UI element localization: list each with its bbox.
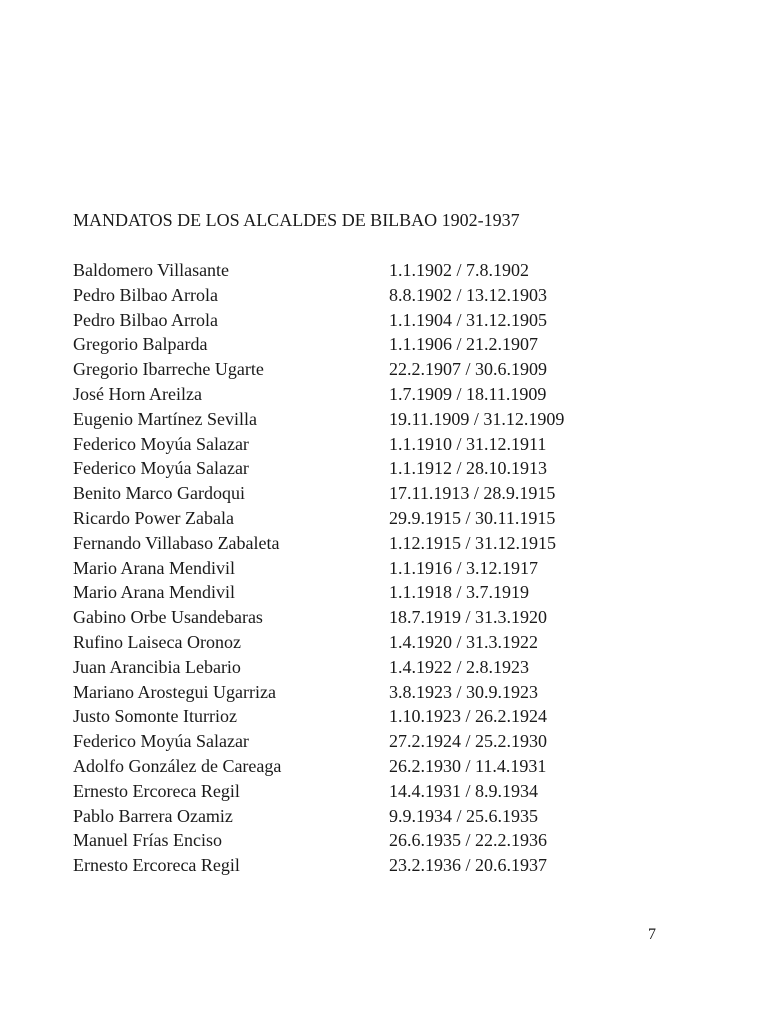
mandate-period: 1.1.1910 / 31.12.1911 [389, 433, 547, 454]
mandates-list [73, 258, 633, 878]
mayor-name: Gregorio Balparda [73, 334, 208, 355]
mandate-period: 18.7.1919 / 31.3.1920 [389, 607, 548, 628]
mayor-name: Adolfo González de Careaga [73, 755, 282, 776]
mandate-period: 1.1.1904 / 31.12.1905 [389, 309, 548, 330]
mandate-period: 26.2.1930 / 11.4.1931 [389, 755, 547, 776]
mandate-row [73, 407, 633, 432]
mandate-period: 1.10.1923 / 26.2.1924 [389, 706, 548, 727]
mandate-period: 23.2.1936 / 20.6.1937 [389, 855, 548, 876]
mandate-period: 14.4.1931 / 8.9.1934 [389, 780, 539, 801]
mandate-row [73, 332, 633, 357]
mandate-row [73, 531, 633, 556]
mayor-name: Pedro Bilbao Arrola [73, 309, 218, 330]
mandate-period: 1.1.1912 / 28.10.1913 [389, 458, 548, 479]
mandate-row [73, 704, 633, 729]
mayor-name: Federico Moyúa Salazar [73, 458, 249, 479]
mandate-period: 29.9.1915 / 30.11.1915 [389, 507, 556, 528]
mandate-period: 9.9.1934 / 25.6.1935 [389, 805, 539, 826]
mayor-name: Federico Moyúa Salazar [73, 731, 249, 752]
mayor-name: Federico Moyúa Salazar [73, 433, 249, 454]
mandate-period: 1.1.1902 / 7.8.1902 [389, 260, 530, 280]
mandate-row [73, 605, 633, 630]
mayor-name: Baldomero Villasante [73, 260, 230, 280]
mandate-row [73, 506, 633, 531]
mandate-row [73, 580, 633, 605]
mandate-period: 19.11.1909 / 31.12.1909 [389, 408, 565, 429]
mandate-row [73, 456, 633, 481]
mandate-row [73, 754, 633, 779]
mandate-row [73, 655, 633, 680]
mandate-period: 1.12.1915 / 31.12.1915 [389, 532, 557, 553]
mandate-row [73, 432, 633, 457]
mandate-row [73, 828, 633, 853]
mandate-period: 1.1.1918 / 3.7.1919 [389, 582, 530, 603]
mandate-period: 1.1.1916 / 3.12.1917 [389, 557, 539, 578]
mandate-period: 8.8.1902 / 13.12.1903 [389, 284, 548, 305]
mandate-period: 1.1.1906 / 21.2.1907 [389, 334, 539, 355]
mandate-row [73, 779, 633, 804]
mandate-row [73, 729, 633, 754]
mayor-name: Eugenio Martínez Sevilla [73, 408, 257, 429]
mandate-row [73, 258, 633, 283]
mandate-row [73, 680, 633, 705]
mandate-row [73, 357, 633, 382]
mandate-row [73, 308, 633, 333]
mayor-name: Mario Arana Mendivil [73, 557, 235, 578]
mayor-name: Ricardo Power Zabala [73, 507, 234, 528]
page-number: 7 [648, 926, 656, 943]
mayor-name: Fernando Villabaso Zabaleta [73, 532, 280, 553]
mandate-period: 17.11.1913 / 28.9.1915 [389, 483, 556, 504]
mayor-name: Ernesto Ercoreca Regil [73, 855, 240, 876]
mayor-name: Gregorio Ibarreche Ugarte [73, 359, 264, 380]
mandate-row [73, 853, 633, 878]
mandate-row [73, 382, 633, 407]
mandate-period: 27.2.1924 / 25.2.1930 [389, 731, 548, 752]
mayor-name: Manuel Frías Enciso [73, 830, 222, 851]
mandate-row [73, 283, 633, 308]
mandate-row [73, 481, 633, 506]
mandate-period: 1.4.1922 / 2.8.1923 [389, 656, 530, 677]
mandate-period: 26.6.1935 / 22.2.1936 [389, 830, 548, 851]
mayor-name: Justo Somonte Iturrioz [73, 706, 237, 727]
mayor-name: Rufino Laiseca Oronoz [73, 631, 241, 652]
mayor-name: Pedro Bilbao Arrola [73, 284, 218, 305]
mandate-row [73, 804, 633, 829]
mayor-name: Pablo Barrera Ozamiz [73, 805, 233, 826]
mandate-period: 1.4.1920 / 31.3.1922 [389, 631, 539, 652]
mayor-name: Gabino Orbe Usandebaras [73, 607, 263, 628]
mandate-period: 1.7.1909 / 18.11.1909 [389, 383, 547, 404]
mandate-period: 22.2.1907 / 30.6.1909 [389, 359, 548, 380]
mayor-name: Ernesto Ercoreca Regil [73, 780, 240, 801]
page-title: MANDATOS DE LOS ALCALDES DE BILBAO 1902-1937 [73, 210, 520, 230]
mayor-name: Mariano Arostegui Ugarriza [73, 681, 276, 702]
mayor-name: Benito Marco Gardoqui [73, 483, 245, 504]
mandate-row [73, 556, 633, 581]
mandate-row [73, 630, 633, 655]
mayor-name: Juan Arancibia Lebario [73, 656, 241, 677]
mandate-period: 3.8.1923 / 30.9.1923 [389, 681, 539, 702]
mayor-name: José Horn Areilza [73, 383, 202, 404]
mayor-name: Mario Arana Mendivil [73, 582, 235, 603]
